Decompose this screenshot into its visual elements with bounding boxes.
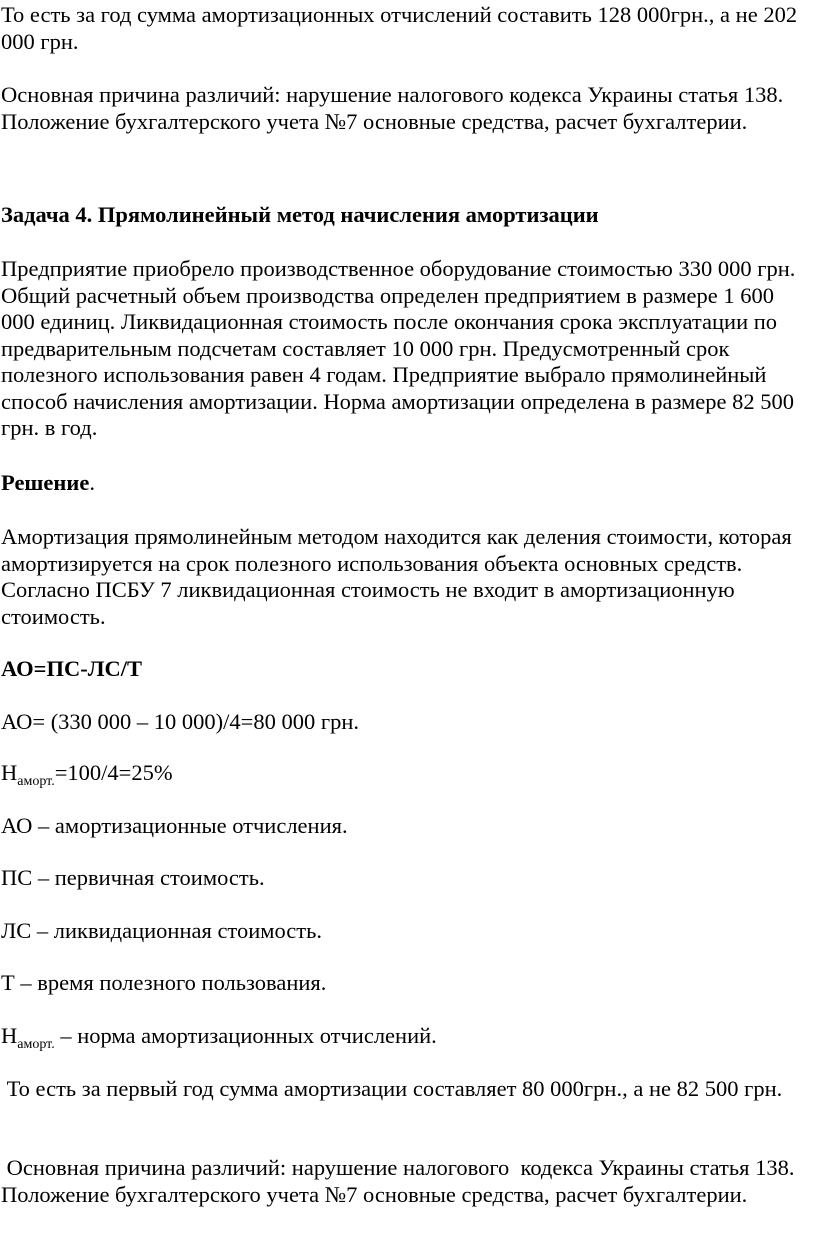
def-rate-subscript: аморт. xyxy=(17,1037,55,1052)
def-rate-symbol: Н xyxy=(1,1023,18,1048)
solution-period: . xyxy=(89,470,95,495)
definition-rate xyxy=(1,1023,807,1050)
calculation: АО= (330 000 – 10 000)/4=80 000 грн. xyxy=(1,709,360,734)
solution-heading xyxy=(1,470,807,497)
definition-ls: ЛС – ликвидационная стоимость. xyxy=(1,918,323,943)
paragraph-reason-1: Основная причина различий: нарушение налогового кодекса Украины статья 138. Положение бухгалтерского учета №7 основные средства, расчет бухгалтерии. xyxy=(1,82,784,134)
conclusion: То есть за первый год сумма амортизации составляет 80 000грн., а не 82 500 грн. xyxy=(1,1076,783,1101)
rate-subscript: аморт. xyxy=(17,774,55,789)
definition-t: Т – время полезного пользования. xyxy=(1,970,327,995)
paragraph-annual-sum: То есть за год сумма амортизационных отчислений составить 128 000грн., а не 202 000 грн. xyxy=(1,2,798,54)
task-description: Предприятие приобрело производственное оборудование стоимостью 330 000 грн. Общий расчетный объем производства определен предприятием в размере 1 600 000 единиц. Ликвидационная стоимость после окончания срока эксплуатации по предварительным подсчетам составляет 10 000 грн. Предусмотренный срок полезного использования равен 4 годам. Предприятие выбрало прямолинейный способ начисления амортизации. Норма амортизации определена в размере 82 500 грн. в год. xyxy=(1,256,796,440)
definition-ps: ПС – первичная стоимость. xyxy=(1,865,265,890)
solution-label: Решение xyxy=(1,470,90,495)
def-rate-text: – норма амортизационных отчислений. xyxy=(54,1023,437,1048)
rate-calculation xyxy=(1,760,807,787)
rate-symbol: Н xyxy=(1,760,18,785)
solution-text: Амортизация прямолинейным методом находится как деления стоимости, которая амортизируется на срок полезного использования объекта основных средств. Согласно ПСБУ 7 ликвидационная стоимость не входит в амортизационную стоимость. xyxy=(1,524,792,629)
paragraph-reason-2: Основная причина различий: нарушение налогового кодекса Украины статья 138. Положение бухгалтерского учета №7 основные средства, расчет бухгалтерии. xyxy=(1,1155,801,1207)
formula: АО=ПС-ЛС/Т xyxy=(1,656,142,681)
rate-value: =100/4=25% xyxy=(54,760,173,785)
definition-ao: АО – амортизационные отчисления. xyxy=(1,813,348,838)
task-heading: Задача 4. Прямолинейный метод начисления амортизации xyxy=(1,202,599,227)
